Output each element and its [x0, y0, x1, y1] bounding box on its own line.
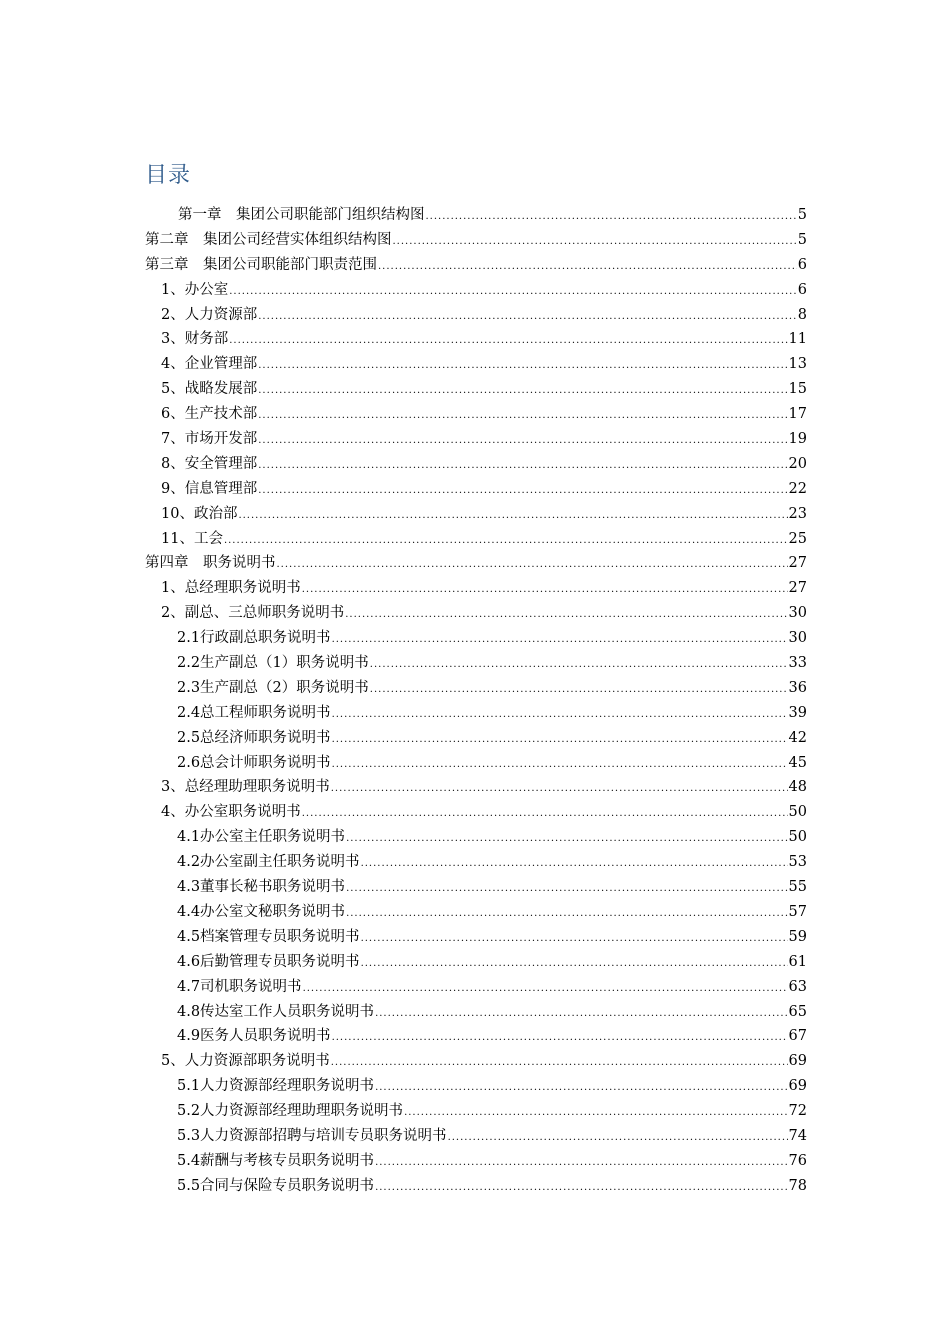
toc-entry-page-number: 76 [788, 1152, 807, 1169]
toc-entry-title: 第四章 职务说明书 [145, 555, 276, 572]
toc-title: 目录 [145, 163, 192, 188]
toc-entry-title: 4.6后勤管理专员职务说明书 [177, 953, 360, 970]
toc-entry[interactable] [145, 1149, 807, 1174]
toc-entry-title: 5、战略发展部 [161, 381, 258, 398]
toc-entry-title: 4.7司机职务说明书 [177, 978, 302, 995]
toc-entry[interactable] [145, 527, 807, 552]
toc-entry-title: 1、总经理职务说明书 [161, 580, 301, 597]
toc-entry-title: 2.5总经济师职务说明书 [177, 729, 331, 746]
toc-entry-title: 第三章 集团公司职能部门职责范围 [145, 256, 377, 273]
toc-dot-leader [378, 255, 797, 280]
toc-entry-page-number: 65 [788, 1003, 807, 1020]
toc-entry[interactable] [145, 601, 807, 626]
toc-entry-title: 4.5档案管理专员职务说明书 [177, 928, 360, 945]
toc-entry[interactable] [145, 1124, 807, 1149]
toc-entry[interactable] [145, 477, 807, 502]
toc-entry-page-number: 23 [788, 505, 807, 522]
toc-entry-title: 第一章 集团公司职能部门组织结构图 [178, 207, 425, 223]
toc-entry[interactable] [145, 950, 807, 975]
toc-entry-title: 5.5合同与保险专员职务说明书 [177, 1177, 375, 1194]
toc-dot-leader [448, 1126, 788, 1151]
toc-entry-page-number: 42 [788, 729, 807, 746]
toc-entry-title: 10、政治部 [161, 505, 238, 522]
toc-entry[interactable] [145, 402, 807, 427]
toc-dot-leader [258, 454, 787, 479]
toc-dot-leader [346, 877, 787, 902]
toc-entry-title: 3、总经理助理职务说明书 [161, 779, 330, 796]
toc-entry-title: 4.8传达室工作人员职务说明书 [177, 1003, 375, 1020]
table-of-contents [145, 203, 807, 1199]
toc-dot-leader [302, 578, 788, 603]
toc-entry-page-number: 5 [797, 231, 807, 248]
toc-entry-page-number: 17 [788, 406, 807, 423]
toc-entry-page-number: 50 [788, 804, 807, 821]
toc-entry[interactable] [145, 726, 807, 751]
toc-entry[interactable] [145, 875, 807, 900]
toc-entry-page-number: 55 [788, 879, 807, 896]
toc-entry-title: 9、信息管理部 [161, 480, 258, 497]
toc-entry-title: 4.3董事长秘书职务说明书 [177, 879, 346, 896]
toc-entry-page-number: 15 [788, 381, 807, 398]
toc-entry[interactable] [145, 1024, 807, 1049]
toc-entry-title: 5.4薪酬与考核专员职务说明书 [177, 1152, 375, 1169]
toc-dot-leader [332, 728, 788, 753]
toc-entry-page-number: 13 [788, 356, 807, 373]
toc-entry-page-number: 78 [788, 1177, 807, 1194]
toc-entry[interactable] [145, 327, 807, 352]
toc-dot-leader [331, 777, 788, 802]
toc-dot-leader [258, 479, 787, 504]
toc-dot-leader [258, 404, 787, 429]
toc-entry-page-number: 61 [788, 953, 807, 970]
toc-dot-leader [370, 678, 788, 703]
toc-entry-title: 8、安全管理部 [161, 455, 258, 472]
toc-entry[interactable] [145, 253, 807, 278]
toc-entry-page-number: 6 [797, 281, 807, 298]
toc-entry-page-number: 36 [788, 679, 807, 696]
toc-entry-page-number: 25 [788, 530, 807, 547]
toc-entry[interactable] [145, 576, 807, 601]
toc-entry-title: 2.4总工程师职务说明书 [177, 704, 331, 721]
toc-entry[interactable] [145, 203, 807, 228]
toc-dot-leader [361, 852, 788, 877]
toc-dot-leader [332, 628, 788, 653]
toc-entry[interactable] [145, 850, 807, 875]
toc-entry-title: 6、生产技术部 [161, 406, 258, 423]
toc-entry-page-number: 48 [788, 779, 807, 796]
toc-entry-title: 5、人力资源部职务说明书 [161, 1053, 330, 1070]
toc-entry[interactable] [145, 278, 807, 303]
toc-dot-leader [258, 354, 787, 379]
toc-dot-leader [229, 280, 797, 305]
toc-entry[interactable] [145, 502, 807, 527]
toc-dot-leader [277, 553, 788, 578]
toc-entry[interactable] [145, 551, 807, 576]
toc-entry-page-number: 27 [788, 555, 807, 572]
toc-entry[interactable] [145, 1174, 807, 1199]
toc-entry-page-number: 59 [788, 928, 807, 945]
toc-dot-leader [375, 1002, 787, 1027]
toc-dot-leader [361, 927, 788, 952]
toc-dot-leader [426, 205, 797, 230]
toc-entry-title: 2、副总、三总师职务说明书 [161, 605, 345, 622]
toc-entry-title: 2.1行政副总职务说明书 [177, 630, 331, 647]
toc-entry-title: 4.9医务人员职务说明书 [177, 1028, 331, 1045]
toc-dot-leader [258, 305, 797, 330]
toc-entry-page-number: 30 [788, 630, 807, 647]
toc-entry-page-number: 30 [788, 605, 807, 622]
toc-entry-title: 2.3生产副总（2）职务说明书 [177, 679, 369, 696]
toc-dot-leader [258, 379, 787, 404]
toc-entry-title: 4、企业管理部 [161, 356, 258, 373]
toc-entry[interactable] [145, 825, 807, 850]
toc-entry-page-number: 67 [788, 1028, 807, 1045]
toc-entry[interactable] [145, 1074, 807, 1099]
toc-entry-page-number: 72 [788, 1103, 807, 1120]
toc-entry[interactable] [145, 651, 807, 676]
toc-dot-leader [346, 902, 787, 927]
toc-entry-title: 4.4办公室文秘职务说明书 [177, 903, 346, 920]
toc-entry-page-number: 5 [797, 207, 807, 223]
toc-entry[interactable] [145, 427, 807, 452]
toc-entry[interactable] [145, 303, 807, 328]
toc-entry[interactable] [145, 751, 807, 776]
toc-dot-leader [229, 329, 787, 354]
toc-entry-page-number: 20 [788, 455, 807, 472]
toc-entry-page-number: 69 [788, 1053, 807, 1070]
toc-dot-leader [302, 802, 788, 827]
toc-dot-leader [332, 753, 788, 778]
toc-dot-leader [332, 703, 788, 728]
toc-dot-leader [345, 603, 787, 628]
toc-entry-title: 2.6总会计师职务说明书 [177, 754, 331, 771]
toc-dot-leader [346, 827, 787, 852]
toc-entry-title: 5.2人力资源部经理助理职务说明书 [177, 1103, 404, 1120]
toc-entry-title: 2.2生产副总（1）职务说明书 [177, 655, 369, 672]
toc-entry-page-number: 27 [788, 580, 807, 597]
toc-entry[interactable] [145, 626, 807, 651]
toc-entry-page-number: 11 [788, 331, 807, 348]
toc-entry-page-number: 39 [788, 704, 807, 721]
toc-dot-leader [393, 230, 797, 255]
toc-entry-title: 第二章 集团公司经营实体组织结构图 [145, 231, 392, 248]
toc-dot-leader [331, 1051, 788, 1076]
toc-entry-page-number: 74 [788, 1127, 807, 1144]
toc-dot-leader [370, 653, 788, 678]
toc-entry[interactable] [145, 701, 807, 726]
toc-entry-page-number: 63 [788, 978, 807, 995]
toc-entry-title: 5.1人力资源部经理职务说明书 [177, 1078, 375, 1095]
toc-entry[interactable] [145, 352, 807, 377]
toc-dot-leader [375, 1176, 787, 1201]
toc-entry-page-number: 53 [788, 854, 807, 871]
toc-dot-leader [224, 529, 788, 554]
toc-entry[interactable] [145, 975, 807, 1000]
toc-entry[interactable] [145, 775, 807, 800]
toc-entry-page-number: 6 [797, 256, 807, 273]
toc-entry-title: 4.2办公室副主任职务说明书 [177, 854, 360, 871]
toc-entry[interactable] [145, 1099, 807, 1124]
toc-entry-page-number: 8 [797, 306, 807, 323]
toc-entry-page-number: 33 [788, 655, 807, 672]
toc-entry[interactable] [145, 452, 807, 477]
toc-dot-leader [361, 952, 788, 977]
toc-entry[interactable] [145, 228, 807, 253]
toc-entry-page-number: 69 [788, 1078, 807, 1095]
toc-entry[interactable] [145, 900, 807, 925]
toc-entry-title: 5.3人力资源部招聘与培训专员职务说明书 [177, 1127, 447, 1144]
toc-entry-title: 11、工会 [161, 530, 223, 547]
toc-dot-leader [404, 1101, 787, 1126]
toc-dot-leader [332, 1026, 788, 1051]
toc-entry-title: 1、办公室 [161, 281, 229, 298]
toc-entry-title: 4、办公室职务说明书 [161, 804, 301, 821]
toc-entry-title: 7、市场开发部 [161, 431, 258, 448]
toc-entry-page-number: 57 [788, 903, 807, 920]
toc-entry-title: 4.1办公室主任职务说明书 [177, 829, 346, 846]
toc-entry-page-number: 19 [788, 431, 807, 448]
toc-entry[interactable] [145, 925, 807, 950]
toc-dot-leader [258, 429, 787, 454]
toc-entry-page-number: 45 [788, 754, 807, 771]
toc-entry[interactable] [145, 1049, 807, 1074]
toc-entry[interactable] [145, 1000, 807, 1025]
toc-dot-leader [303, 977, 788, 1002]
toc-dot-leader [375, 1151, 787, 1176]
toc-entry[interactable] [145, 800, 807, 825]
toc-entry[interactable] [145, 377, 807, 402]
toc-entry-title: 3、财务部 [161, 331, 229, 348]
toc-dot-leader [375, 1076, 787, 1101]
toc-entry-page-number: 22 [788, 480, 807, 497]
toc-entry-page-number: 50 [788, 829, 807, 846]
toc-entry-title: 2、人力资源部 [161, 306, 258, 323]
toc-dot-leader [238, 504, 787, 529]
toc-entry[interactable] [145, 676, 807, 701]
